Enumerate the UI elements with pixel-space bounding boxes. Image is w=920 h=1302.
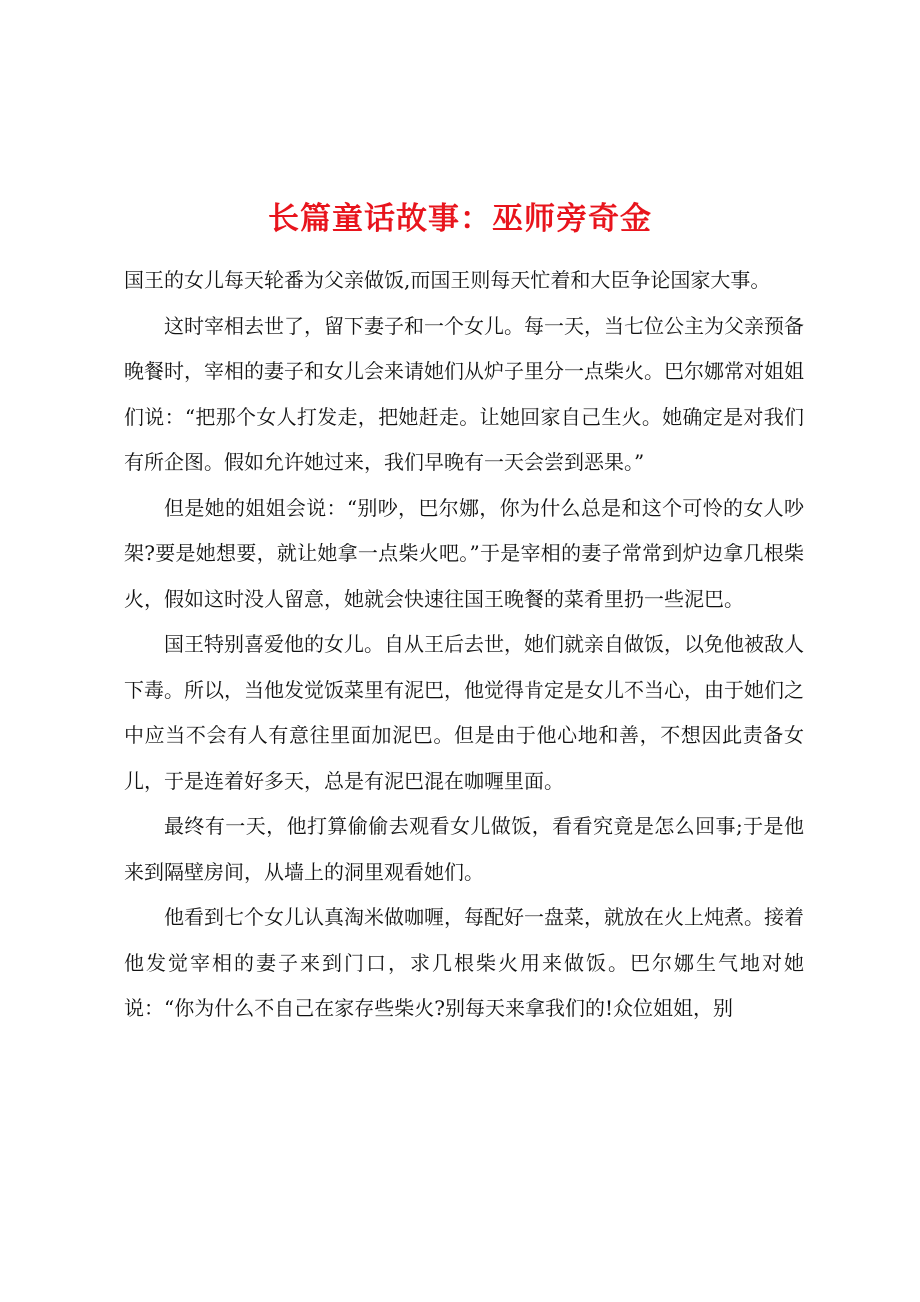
paragraph-4: 国王特别喜爱他的女儿。自从王后去世，她们就亲自做饭，以免他被敌人下毒。所以，当他发觉饭菜里有泥巴，他觉得肯定是女儿不当心，由于她们之中应当不会有人有意往里面加泥巴。但是由于他心地和善，不想因此责备女儿，于是连着好多天，总是有泥巴混在咖喱里面。 [124, 632, 804, 793]
paragraph-2: 这时宰相去世了，留下妻子和一个女儿。每一天，当七位公主为父亲预备晚餐时，宰相的妻子和女儿会来请她们从炉子里分一点柴火。巴尔娜常对姐姐们说：“把那个女人打发走，把她赶走。让她回家自己生火。她确定是对我们有所企图。假如允许她过来，我们早晚有一天会尝到恶果。” [124, 313, 804, 474]
paragraph-1: 国王的女儿每天轮番为父亲做饭,而国王则每天忙着和大臣争论国家大事。 [124, 268, 771, 292]
paragraph-6: 他看到七个女儿认真淘米做咖喱，每配好一盘菜，就放在火上炖煮。接着他发觉宰相的妻子来到门口，求几根柴火用来做饭。巴尔娜生气地对她说：“你为什么不自己在家存些柴火?别每天来拿我们的!众位姐姐，别 [124, 905, 804, 1020]
paragraph-3: 但是她的姐姐会说：“别吵，巴尔娜，你为什么总是和这个可怜的女人吵架?要是她想要，就让她拿一点柴火吧。”于是宰相的妻子常常到炉边拿几根柴火，假如这时没人留意，她就会快速往国王晚餐的菜肴里扔一些泥巴。 [124, 495, 804, 611]
document-body [124, 258, 804, 1032]
document-title: 长篇童话故事：巫师旁奇金 [268, 201, 652, 237]
paragraph-5: 最终有一天，他打算偷偷去观看女儿做饭，看看究竟是怎么回事;于是他来到隔壁房间，从墙上的洞里观看她们。 [124, 814, 804, 884]
